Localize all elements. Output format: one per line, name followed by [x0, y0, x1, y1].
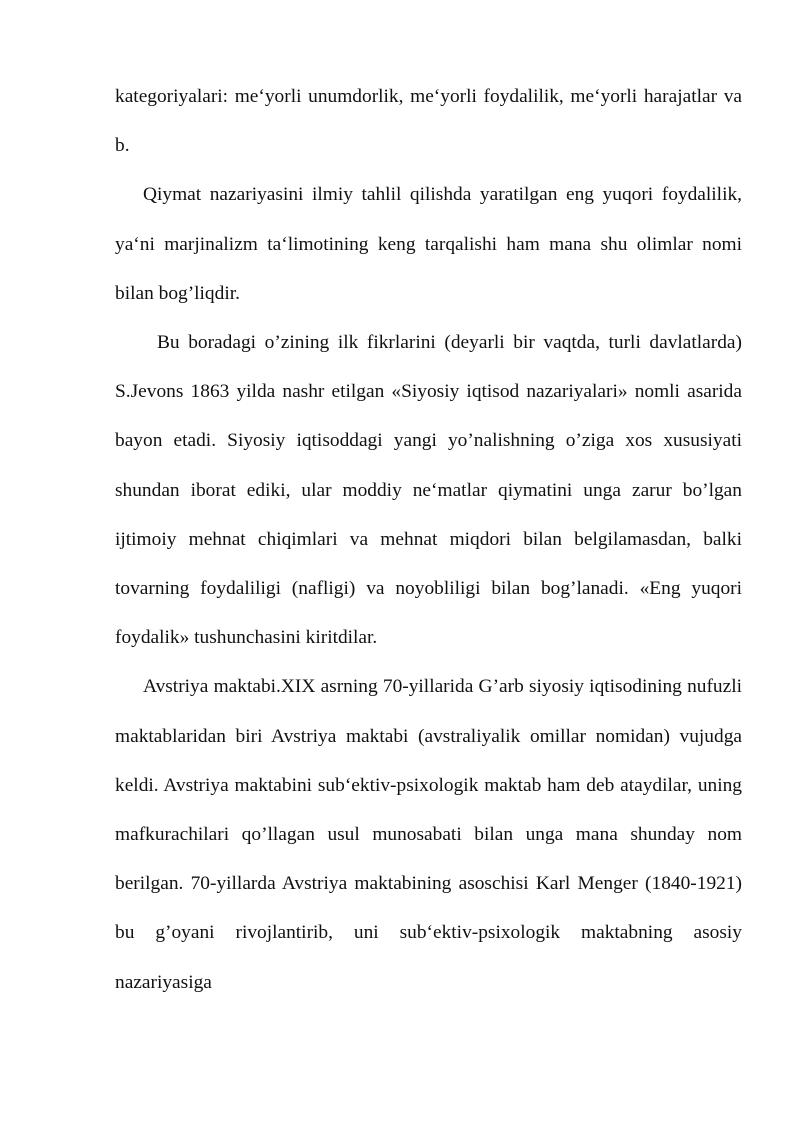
- paragraph-categories: kategoriyalari: me‘yorli unumdorlik, me‘yorli foydalilik, me‘yorli harajatlar va b.: [115, 86, 742, 157]
- paragraph-value-theory: Qiymat nazariyasini ilmiy tahlil qilishda yaratilgan eng yuqori foydalilik, ya‘ni marjinalizm ta‘limotining keng tarqalishi ham mana shu olimlar nomi bilan bog’liqdir.: [115, 184, 742, 304]
- document-body: [115, 72, 742, 1007]
- paragraph-austrian-school: Avstriya maktabi.XIX asrning 70-yillarida G’arb siyosiy iqtisodining nufuzli maktablaridan biri Avstriya maktabi (avstraliyalik omillar nomidan) vujudga keldi. Avstriya maktabini sub‘ektiv-psixologik maktab ham deb ataydilar, uning mafkurachilari qo’llagan usul munosabati bilan unga mana shunday nom berilgan. 70-yillarda Avstriya maktabining asoschisi Karl Menger (1840-1921) bu g’oyani rivojlantirib, uni sub‘ektiv-psixologik maktabning asosiy nazariyasiga: [115, 676, 742, 993]
- paragraph-jevons: Bu boradagi o’zining ilk fikrlarini (deyarli bir vaqtda, turli davlatlarda) S.Jevons 1863 yilda nashr etilgan «Siyosiy iqtisod nazariyalari» nomli asarida bayon etadi. Siyosiy iqtisoddagi yangi yo’nalishning o’ziga xos xususiyati shundan iborat ediki, ular moddiy ne‘matlar qiymatini unga zarur bo’lgan ijtimoiy mehnat chiqimlari va mehnat miqdori bilan belgilamasdan, balki tovarning foydaliligi (nafligi) va noyobliligi bilan bog’lanadi. «Eng yuqori foydalik» tushunchasini kiritdilar.: [115, 332, 742, 649]
